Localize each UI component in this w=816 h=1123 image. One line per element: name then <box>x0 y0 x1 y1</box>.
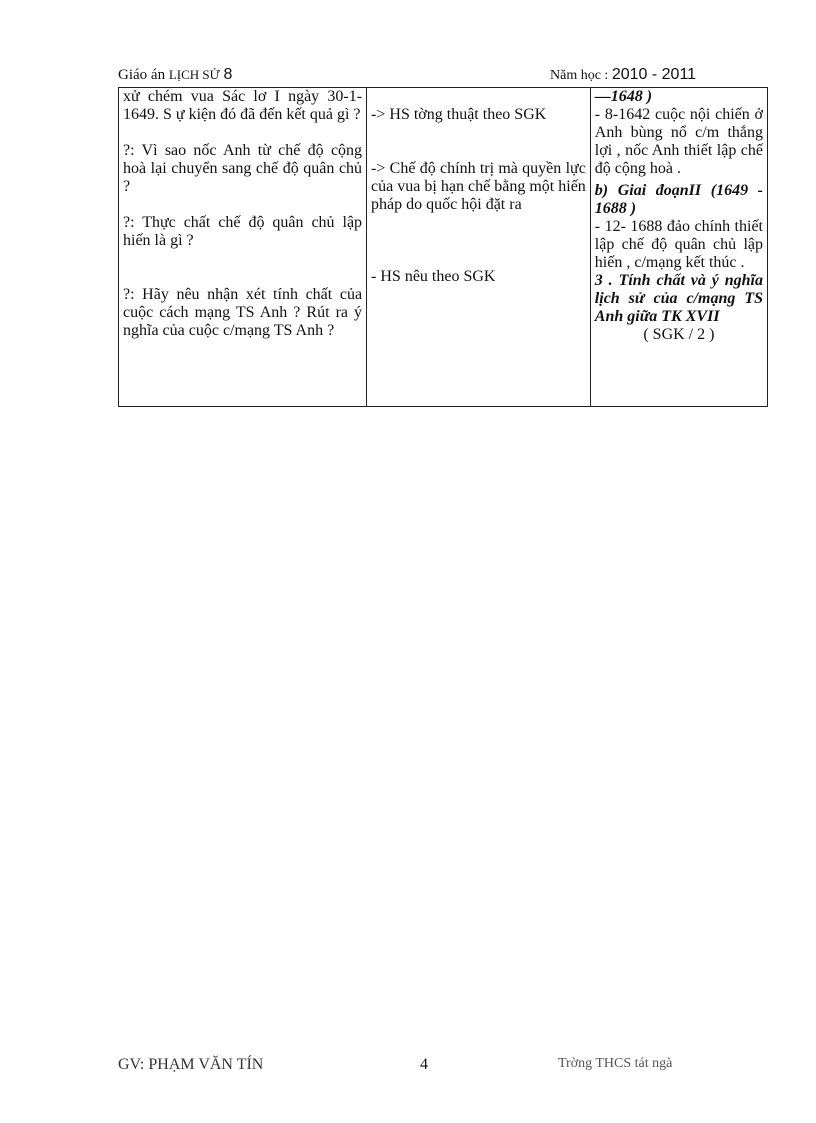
school-year <box>550 66 696 84</box>
content-item-1: - 8-1642 cuộc nội chiến ở Anh bùng nổ c/m thắng lợi , nốc Anh thiết lập chế độ cộng hoà . <box>594 106 763 177</box>
question-2: ?: Thực chất chế độ quân chủ lập hiến là gì ? <box>123 214 363 249</box>
content-column <box>590 88 767 407</box>
page-footer <box>118 1056 768 1076</box>
page-number: 4 <box>420 1056 428 1073</box>
subject-prefix: Giáo án <box>118 67 166 83</box>
year-label: Năm học : <box>550 68 609 83</box>
period-heading-continued: —1648 ) <box>594 88 653 105</box>
page-header <box>118 66 768 88</box>
year-value: 2010 - 2011 <box>611 66 697 83</box>
lesson-table <box>118 87 768 407</box>
subject-label <box>118 66 232 84</box>
student-activity-column <box>367 88 591 407</box>
table-row <box>119 88 768 407</box>
school-name: Trờng THCS tát ngà <box>558 1056 673 1071</box>
period-heading-b: b) Giai đoạnII (1649 - 1688 ) <box>594 182 763 217</box>
teacher-name: GV: PHẠM VĂN TÍN <box>118 1056 264 1073</box>
teacher-activity-column <box>119 88 367 407</box>
question-3: ?: Hãy nêu nhận xét tính chất của cuộc cách mạng TS Anh ? Rút ra ý nghĩa của cuộc c/mạng TS Anh ? <box>123 286 363 339</box>
subject-name: LỊCH SỬ <box>168 67 220 82</box>
answer-2: -> Chế độ chính trị mà quyền lực của vua bị hạn chế bằng một hiến pháp do quốc hội đặt ra <box>371 160 586 213</box>
answer-1: -> HS tờng thuật theo SGK <box>371 106 547 123</box>
grade-number: 8 <box>223 66 233 83</box>
content-item-2: - 12- 1688 đảo chính thiết lập chế độ quân chủ lập hiến , c/mạng kết thúc . <box>594 218 763 271</box>
section-heading-3: 3 . Tính chất và ý nghĩa lịch sử của c/mạng TS Anh giữa TK XVII <box>594 272 763 325</box>
answer-3: - HS nêu theo SGK <box>371 268 496 285</box>
textbook-reference: ( SGK / 2 ) <box>643 326 715 343</box>
question-1: ?: Vì sao nốc Anh từ chế độ cộng hoà lại chuyển sang chế độ quân chủ ? <box>123 142 363 195</box>
text-block: xử chém vua Sác lơ I ngày 30-1-1649. S ự kiện đó đã đến kết quả gì ? <box>123 88 363 123</box>
